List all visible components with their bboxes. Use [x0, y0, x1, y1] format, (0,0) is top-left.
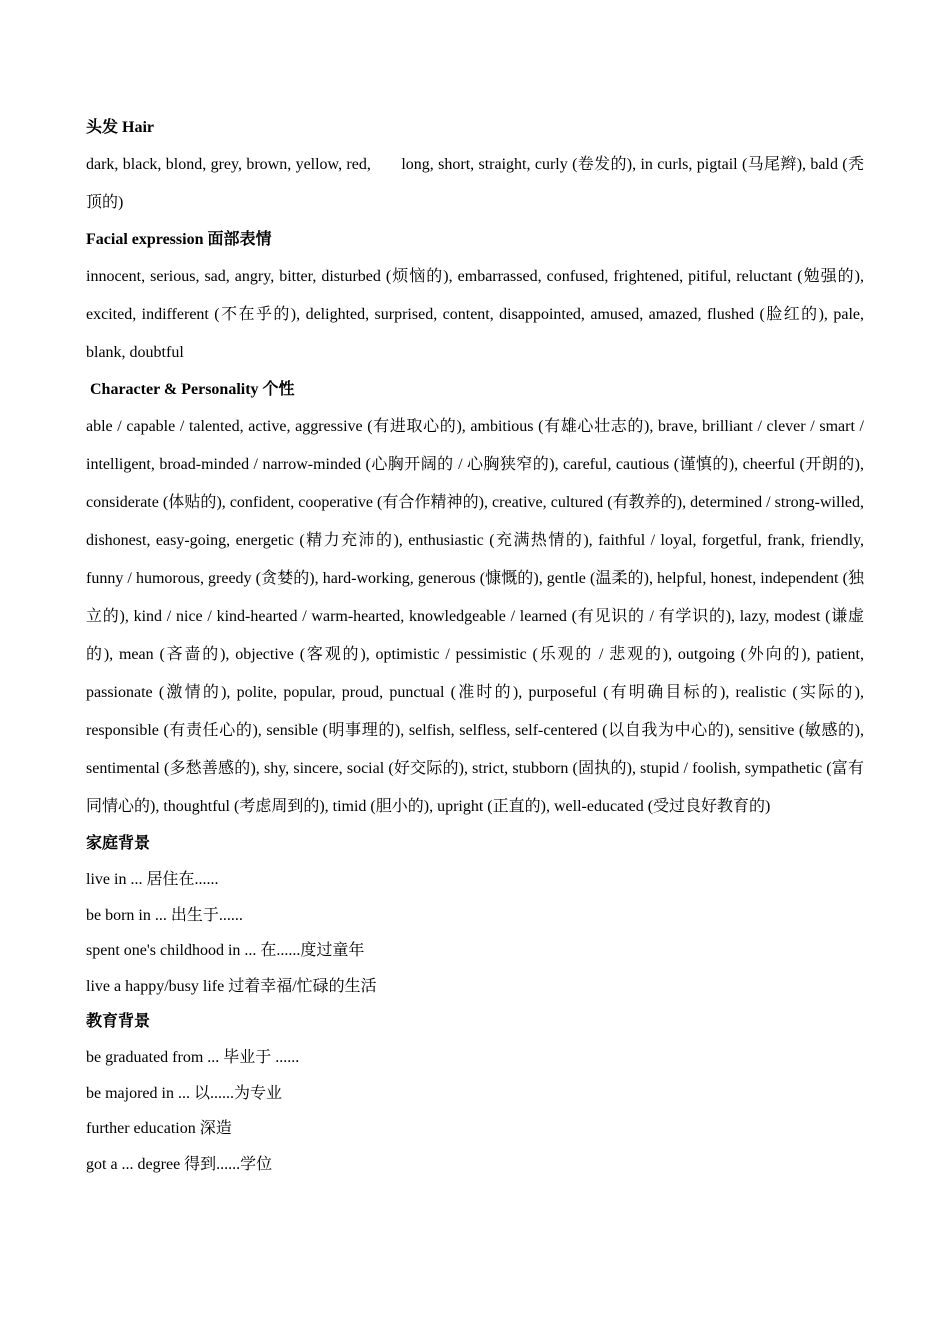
- section-heading-character: Character & Personality 个性: [90, 381, 295, 398]
- section-heading-hair: 头发 Hair: [86, 119, 154, 136]
- education-phrase: got a ... degree 得到......学位: [86, 1155, 273, 1173]
- family-phrase: spent one's childhood in ... 在......度过童年: [86, 942, 365, 959]
- section-heading-education-background: 教育背景: [86, 1013, 151, 1030]
- section-heading-facial-expression: Facial expression 面部表情: [86, 231, 272, 248]
- family-phrase: live a happy/busy life 过着幸福/忙碌的生活: [86, 977, 377, 995]
- family-phrase: be born in ... 出生于......: [86, 906, 243, 924]
- facial-expression-word-list: innocent, serious, sad, angry, bitter, disturbed (烦恼的), embarrassed, confused, frightened, pitiful, reluctant (勉强的), excited, indifferent (不在乎的), delighted, surprised, content, disappointed, amused, amazed, flushed (脸红的), pale, blank, doubtful: [86, 268, 864, 361]
- section-heading-family-background: 家庭背景: [86, 835, 151, 852]
- education-phrase: further education 深造: [86, 1120, 232, 1137]
- document-body: [86, 110, 864, 1182]
- family-phrase: live in ... 居住在......: [86, 871, 219, 888]
- education-phrase: be majored in ... 以......为专业: [86, 1084, 282, 1102]
- hair-word-list: dark, black, blond, grey, brown, yellow, red, long, short, straight, curly (卷发的), in curls, pigtail (马尾辫), bald (秃顶的): [86, 156, 864, 211]
- character-word-list: able / capable / talented, active, aggressive (有进取心的), ambitious (有雄心壮志的), brave, brilliant / clever / smart / intelligent, broad-minded / narrow-minded (心胸开阔的 / 心胸狭窄的), careful, cautious (谨慎的), cheerful (开朗的), considerate (体贴的), confident, cooperative (有合作精神的), creative, cultured (有教养的), determined / strong-willed, dishonest, easy-going, energetic (精力充沛的), enthusiastic (充满热情的), faithful / loyal, forgetful, frank, friendly, funny / humorous, greedy (贪婪的), hard-working, generous (慷慨的), gentle (温柔的), helpful, honest, independent (独立的), kind / nice / kind-hearted / warm-hearted, knowledgeable / learned (有见识的 / 有学识的), lazy, modest (谦虚的), mean (吝啬的), objective (客观的), optimistic / pessimistic (乐观的 / 悲观的), outgoing (外向的), patient, passionate (激情的), polite, popular, proud, punctual (准时的), purposeful (有明确目标的), realistic (实际的), responsible (有责任心的), sensible (明事理的), selfish, selfless, self-centered (以自我为中心的), sensitive (敏感的), sentimental (多愁善感的), shy, sincere, social (好交际的), strict, stubborn (固执的), stupid / foolish, sympathetic (富有同情心的), thoughtful (考虑周到的), timid (胆小的), upright (正直的), well-educated (受过良好教育的): [86, 418, 864, 815]
- education-phrase: be graduated from ... 毕业于 ......: [86, 1049, 300, 1066]
